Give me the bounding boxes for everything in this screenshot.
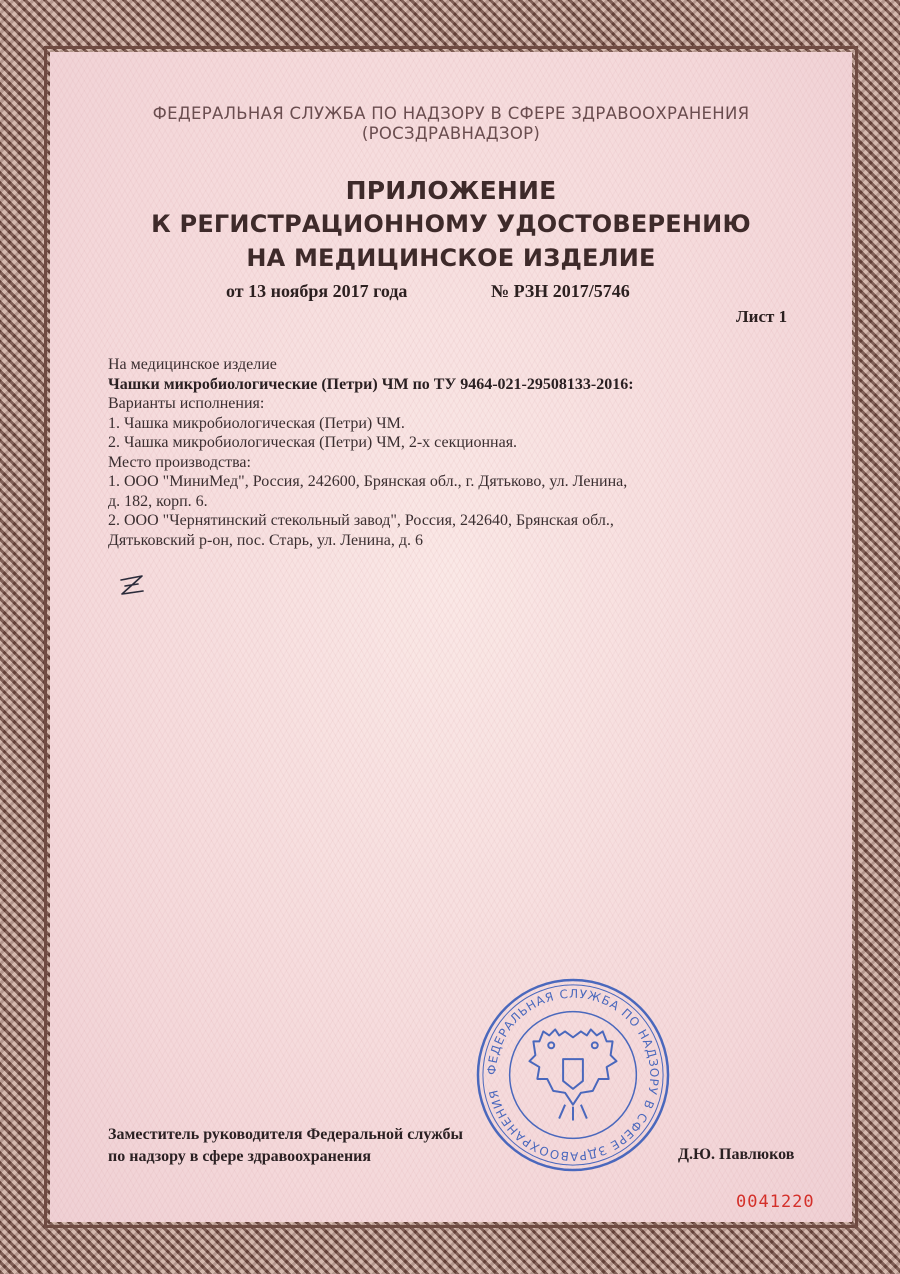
document-subtitle-line1: К РЕГИСТРАЦИОННОМУ УДОСТОВЕРЕНИЮ [151,210,751,238]
production-site: д. 182, корп. 6. [108,492,208,510]
variant-item: 2. Чашка микробиологическая (Петри) ЧМ, 2-х секционная. [108,434,518,451]
z-strike-mark [116,570,146,600]
production-site: 2. ООО "Чернятинский стекольный завод", Россия, 242640, Брянская обл., [108,512,614,529]
production-heading: Место производства: [108,453,251,471]
variants-heading: Варианты исполнения: [108,395,265,412]
svg-text:ФЕДЕРАЛЬНАЯ СЛУЖБА ПО НАДЗОРУ [485,987,662,1164]
issue-date: от 13 ноября 2017 года [226,281,408,301]
position-line: по надзору в сфере здравоохранения [108,1148,372,1165]
document-subtitle-line2: НА МЕДИЦИНСКОЕ ИЗДЕЛИЕ [246,244,656,272]
position-line: Заместитель руководителя Федеральной службы [108,1126,463,1143]
intro-line: На медицинское изделие [108,356,277,373]
product-name: Чашки микробиологические (Петри) ЧМ по ТУ 9464-021-29508133-2016: [108,375,634,393]
production-site: Дятьковский р-он, пос. Старь, ул. Ленина, д. 6 [108,531,424,549]
signatory-name: Д.Ю. Павлюков [678,1146,795,1163]
agency-name: ФЕДЕРАЛЬНАЯ СЛУЖБА ПО НАДЗОРУ В СФЕРЕ ЗДРАВООХРАНЕНИЯ [152,104,750,123]
form-serial-number: 0041220 [736,1192,815,1212]
production-site: 1. ООО "МиниМед", Россия, 242600, Брянская обл., г. Дятьково, ул. Ленина, [108,473,628,490]
signatory-position [108,1124,463,1168]
agency-abbreviation: (РОСЗДРАВНАДЗОР) [361,124,541,143]
document-body [108,355,808,550]
variant-item: 1. Чашка микробиологическая (Петри) ЧМ. [108,414,405,432]
official-seal-stamp [474,976,672,1174]
document-title: ПРИЛОЖЕНИЕ [345,176,557,205]
sheet-number: Лист 1 [736,307,788,326]
seal-text: ФЕДЕРАЛЬНАЯ СЛУЖБА ПО НАДЗОРУ В СФЕРЕ ЗДРАВООХРАНЕНИЯ [484,986,662,1164]
registration-number: № РЗН 2017/5746 [491,281,630,301]
